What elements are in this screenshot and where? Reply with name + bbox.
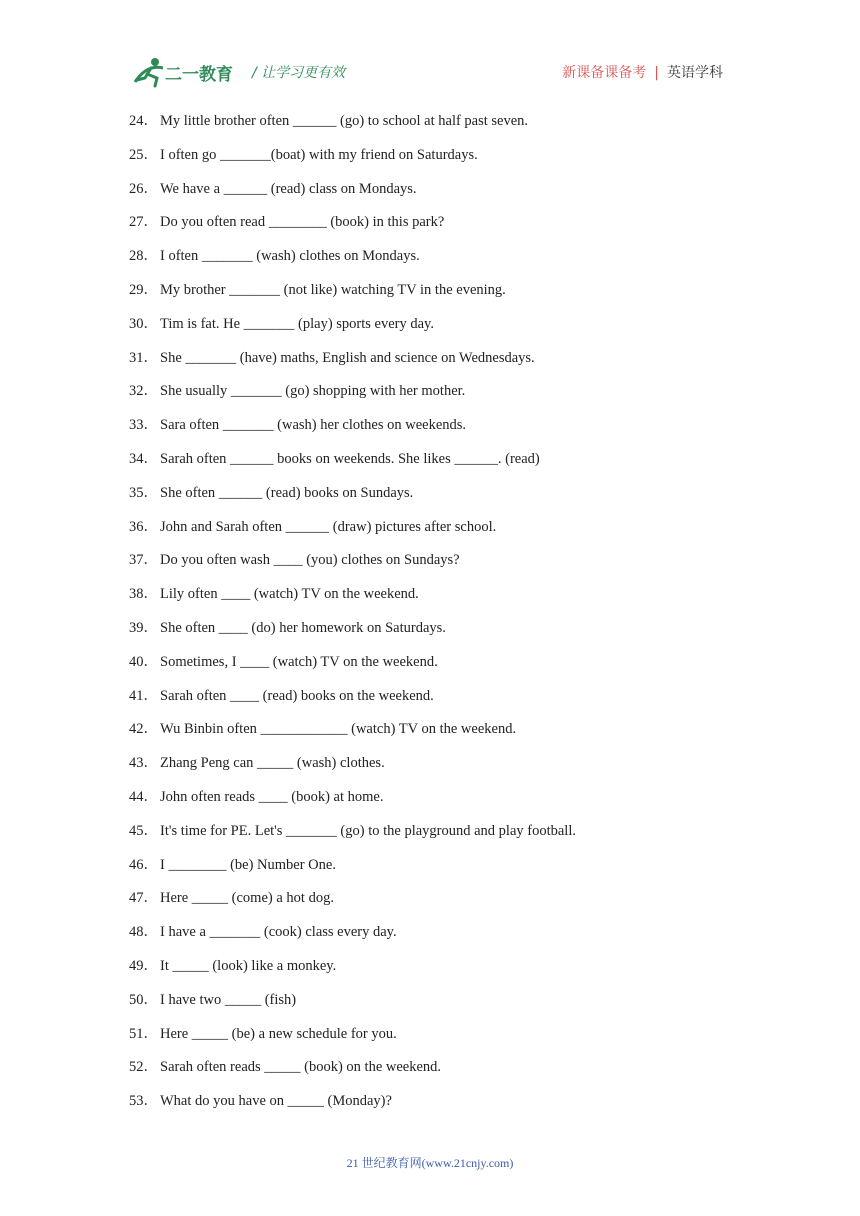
item-number: 31． xyxy=(129,349,158,366)
item-text: John often reads ____ (book) at home. xyxy=(160,788,384,805)
item-text: I have two _____ (fish) xyxy=(160,991,297,1008)
item-number: 50． xyxy=(129,991,158,1008)
page-header xyxy=(0,0,860,100)
item-number: 49． xyxy=(129,957,158,974)
exercise-item xyxy=(129,922,749,956)
item-number: 47． xyxy=(129,890,158,907)
exercise-item xyxy=(129,517,749,551)
item-text: I often go _______(boat) with my friend on Saturdays. xyxy=(160,146,478,163)
item-number: 41． xyxy=(129,687,158,704)
brand-right xyxy=(562,62,723,82)
item-text: Lily often ____ (watch) TV on the weekend. xyxy=(160,586,419,603)
item-number: 33． xyxy=(129,417,158,434)
exercise-item xyxy=(129,280,749,314)
item-number: 46． xyxy=(129,856,158,873)
slogan: / 让学习更有效 xyxy=(252,65,346,81)
running-figure-logo-icon xyxy=(133,56,243,90)
exercise-item xyxy=(129,686,749,720)
exercise-item xyxy=(129,449,749,483)
item-text: She usually _______ (go) shopping with her mother. xyxy=(160,383,466,400)
item-number: 27． xyxy=(129,214,158,231)
brand-divider: | xyxy=(654,65,659,81)
item-text: She often ______ (read) books on Sundays. xyxy=(160,484,414,501)
exercise-item xyxy=(129,314,749,348)
item-number: 40． xyxy=(129,653,158,670)
item-number: 44． xyxy=(129,788,158,805)
exercise-item xyxy=(129,1091,749,1125)
item-text: Here _____ (come) a hot dog. xyxy=(160,890,334,907)
exercise-item xyxy=(129,381,749,415)
exercise-item xyxy=(129,212,749,246)
item-text: She _______ (have) maths, English and science on Wednesdays. xyxy=(160,349,535,366)
item-text: Here _____ (be) a new schedule for you. xyxy=(160,1025,397,1042)
item-number: 48． xyxy=(129,924,158,941)
page-footer: 21 世纪教育网(www.21cnjy.com) xyxy=(346,1156,514,1170)
item-number: 38． xyxy=(129,586,158,603)
item-text: I have a _______ (cook) class every day. xyxy=(160,924,397,941)
brand-tagline: 新课备课备考 xyxy=(562,65,647,81)
item-text: It _____ (look) like a monkey. xyxy=(160,957,337,974)
item-number: 45． xyxy=(129,822,158,839)
logo xyxy=(133,56,243,90)
item-text: My brother _______ (not like) watching TV in the evening. xyxy=(160,281,506,298)
item-text: Sarah often ____ (read) books on the weekend. xyxy=(160,687,434,704)
exercise-item xyxy=(129,1024,749,1058)
item-number: 39． xyxy=(129,619,158,636)
exercise-item xyxy=(129,111,749,145)
exercise-item xyxy=(129,550,749,584)
item-number: 35． xyxy=(129,484,158,501)
exercise-item xyxy=(129,179,749,213)
item-text: Wu Binbin often ____________ (watch) TV on the weekend. xyxy=(160,721,517,738)
exercise-item xyxy=(129,888,749,922)
item-number: 29． xyxy=(129,281,158,298)
item-text: John and Sarah often ______ (draw) pictures after school. xyxy=(160,518,497,535)
item-text: Sarah often ______ books on weekends. She likes ______. (read) xyxy=(160,450,540,467)
exercise-item xyxy=(129,246,749,280)
item-number: 42． xyxy=(129,721,158,738)
exercise-item xyxy=(129,652,749,686)
exercise-item xyxy=(129,618,749,652)
item-number: 52． xyxy=(129,1059,158,1076)
item-number: 43． xyxy=(129,755,158,772)
item-text: I often _______ (wash) clothes on Mondays. xyxy=(160,248,420,265)
item-text: We have a ______ (read) class on Mondays. xyxy=(160,180,417,197)
item-text: I ________ (be) Number One. xyxy=(160,856,336,873)
item-text: Tim is fat. He _______ (play) sports every day. xyxy=(160,315,434,332)
item-text: Sarah often reads _____ (book) on the weekend. xyxy=(160,1059,442,1076)
item-text: My little brother often ______ (go) to school at half past seven. xyxy=(160,113,529,129)
item-text: Zhang Peng can _____ (wash) clothes. xyxy=(160,755,385,772)
item-number: 34． xyxy=(129,450,158,467)
item-text: Sometimes, I ____ (watch) TV on the weekend. xyxy=(160,653,438,670)
exercise-item xyxy=(129,483,749,517)
exercise-list xyxy=(129,111,749,1125)
subject-label: 英语学科 xyxy=(667,65,723,81)
exercise-item xyxy=(129,990,749,1024)
item-number: 24． xyxy=(129,113,158,129)
exercise-item xyxy=(129,415,749,449)
item-number: 28． xyxy=(129,248,158,265)
item-number: 26． xyxy=(129,180,158,197)
item-text: She often ____ (do) her homework on Saturdays. xyxy=(160,619,446,636)
exercise-item xyxy=(129,787,749,821)
exercise-item xyxy=(129,821,749,855)
exercise-item xyxy=(129,719,749,753)
item-number: 37． xyxy=(129,552,158,569)
svg-text:二一教育: 二一教育 xyxy=(165,65,233,85)
item-number: 32． xyxy=(129,383,158,400)
item-text: It's time for PE. Let's _______ (go) to the playground and play football. xyxy=(160,822,576,839)
item-text: What do you have on _____ (Monday)? xyxy=(160,1093,392,1110)
item-number: 51． xyxy=(129,1025,158,1042)
item-number: 25． xyxy=(129,146,158,163)
exercise-item xyxy=(129,348,749,382)
exercise-item xyxy=(129,956,749,990)
exercise-item xyxy=(129,1057,749,1091)
item-text: Sara often _______ (wash) her clothes on weekends. xyxy=(160,417,467,434)
exercise-item xyxy=(129,753,749,787)
item-number: 36． xyxy=(129,518,158,535)
exercise-item xyxy=(129,584,749,618)
item-text: Do you often read ________ (book) in this park? xyxy=(160,214,445,231)
item-number: 53． xyxy=(129,1093,158,1110)
item-number: 30． xyxy=(129,315,158,332)
exercise-item xyxy=(129,855,749,889)
item-text: Do you often wash ____ (you) clothes on Sundays? xyxy=(160,552,460,569)
exercise-item xyxy=(129,145,749,179)
